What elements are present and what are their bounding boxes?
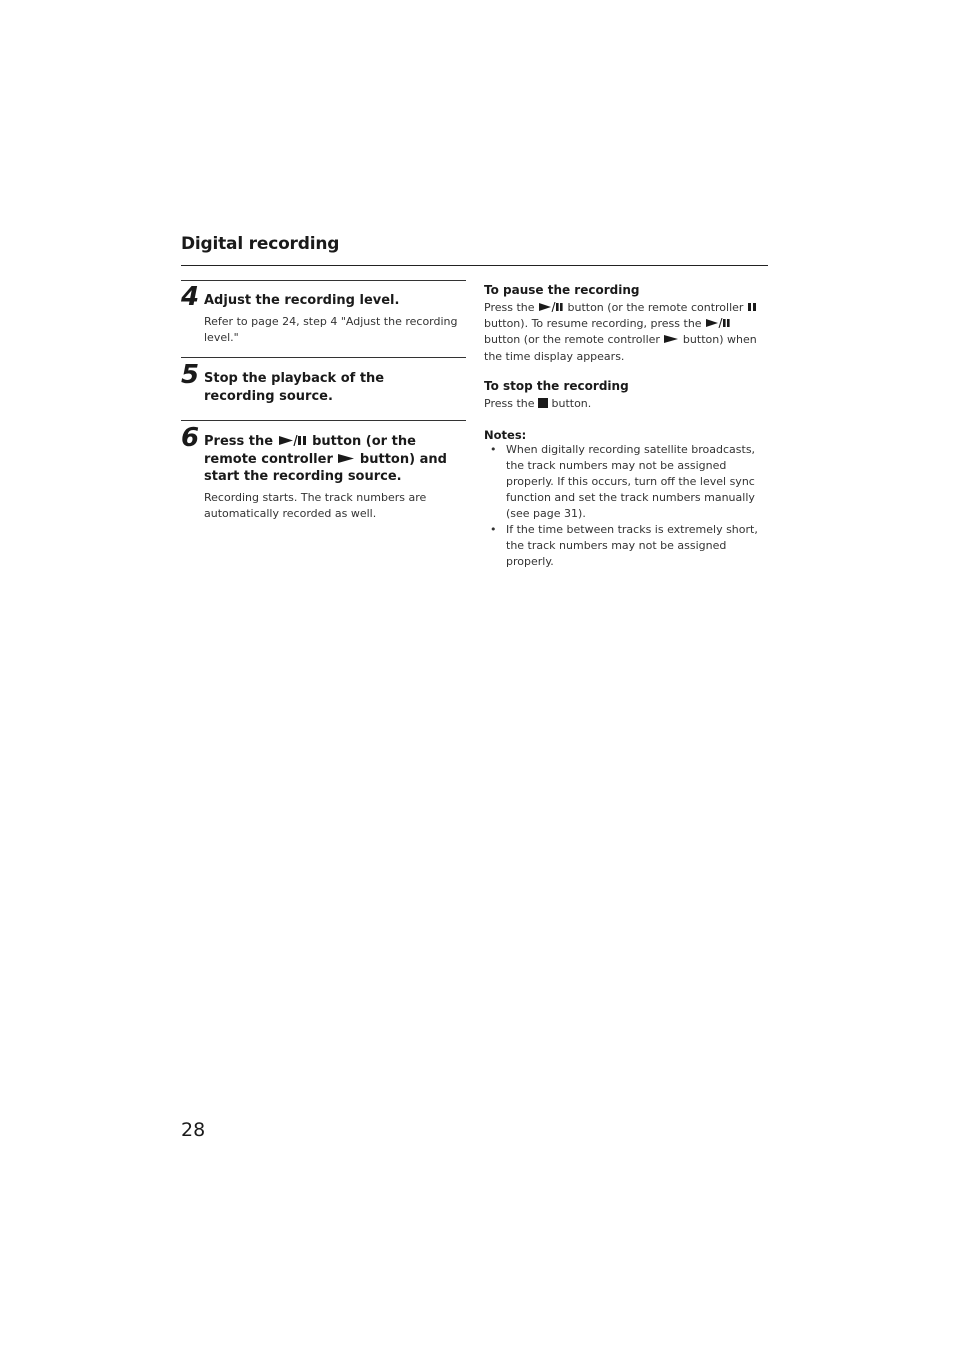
play-icon [663,332,679,348]
note-text: If the time between tracks is extremely short, the track numbers may not be assigned properly. [506,523,758,568]
step-6-heading-text: button (or the remote controller [204,434,416,467]
pause-text: button). To resume recording, press the [484,317,702,331]
section-title: Digital recording [181,234,340,254]
pause-icon [747,300,757,316]
pause-text: button (or the remote controller [567,301,744,314]
step-6-heading-text: Press the [204,434,274,449]
step-divider [181,357,466,358]
pause-text: button) when the time display appears. [484,333,757,363]
play-pause-icon [705,316,731,332]
step-6-heading [204,433,466,486]
stop-text: button. [551,397,592,410]
play-pause-icon [278,433,308,451]
step-number-5: 5 [181,360,199,390]
play-pause-icon [538,300,564,316]
notes-heading: Notes: [484,428,527,442]
step-4-heading: Adjust the recording level. [204,293,400,308]
step-number-4: 4 [181,282,199,312]
notes-list [484,442,768,570]
bullet: • [490,523,497,536]
step-4-body: Refer to page 24, step 4 "Adjust the recording level." [204,315,458,344]
play-icon [337,451,355,469]
stop-text: Press the [484,397,535,410]
step-5-heading: Stop the playback of the recording source. [204,371,385,404]
step-number-6: 6 [181,423,199,453]
step-6-body: Recording starts. The track numbers are automatically recorded as well. [204,491,427,520]
step-6-heading-text: button) and start the recording source. [204,451,447,484]
pause-text: Press the [484,301,535,314]
note-item [484,442,768,522]
title-divider [181,265,768,266]
note-text: When digitally recording satellite broadcasts, the track numbers may not be assigned properly. If this occurs, turn off the level sync function and set the track numbers manually (see page 31). [506,443,756,520]
step-divider [181,280,466,281]
page-number: 28 [181,1119,206,1141]
note-item [484,522,768,570]
bullet: • [490,443,497,456]
pause-heading: To pause the recording [484,283,640,297]
pause-text: button (or the remote controller [484,333,660,347]
step-divider [181,420,466,421]
stop-icon [538,396,548,412]
stop-heading: To stop the recording [484,379,629,393]
stop-body [484,396,768,412]
pause-body [484,300,768,365]
